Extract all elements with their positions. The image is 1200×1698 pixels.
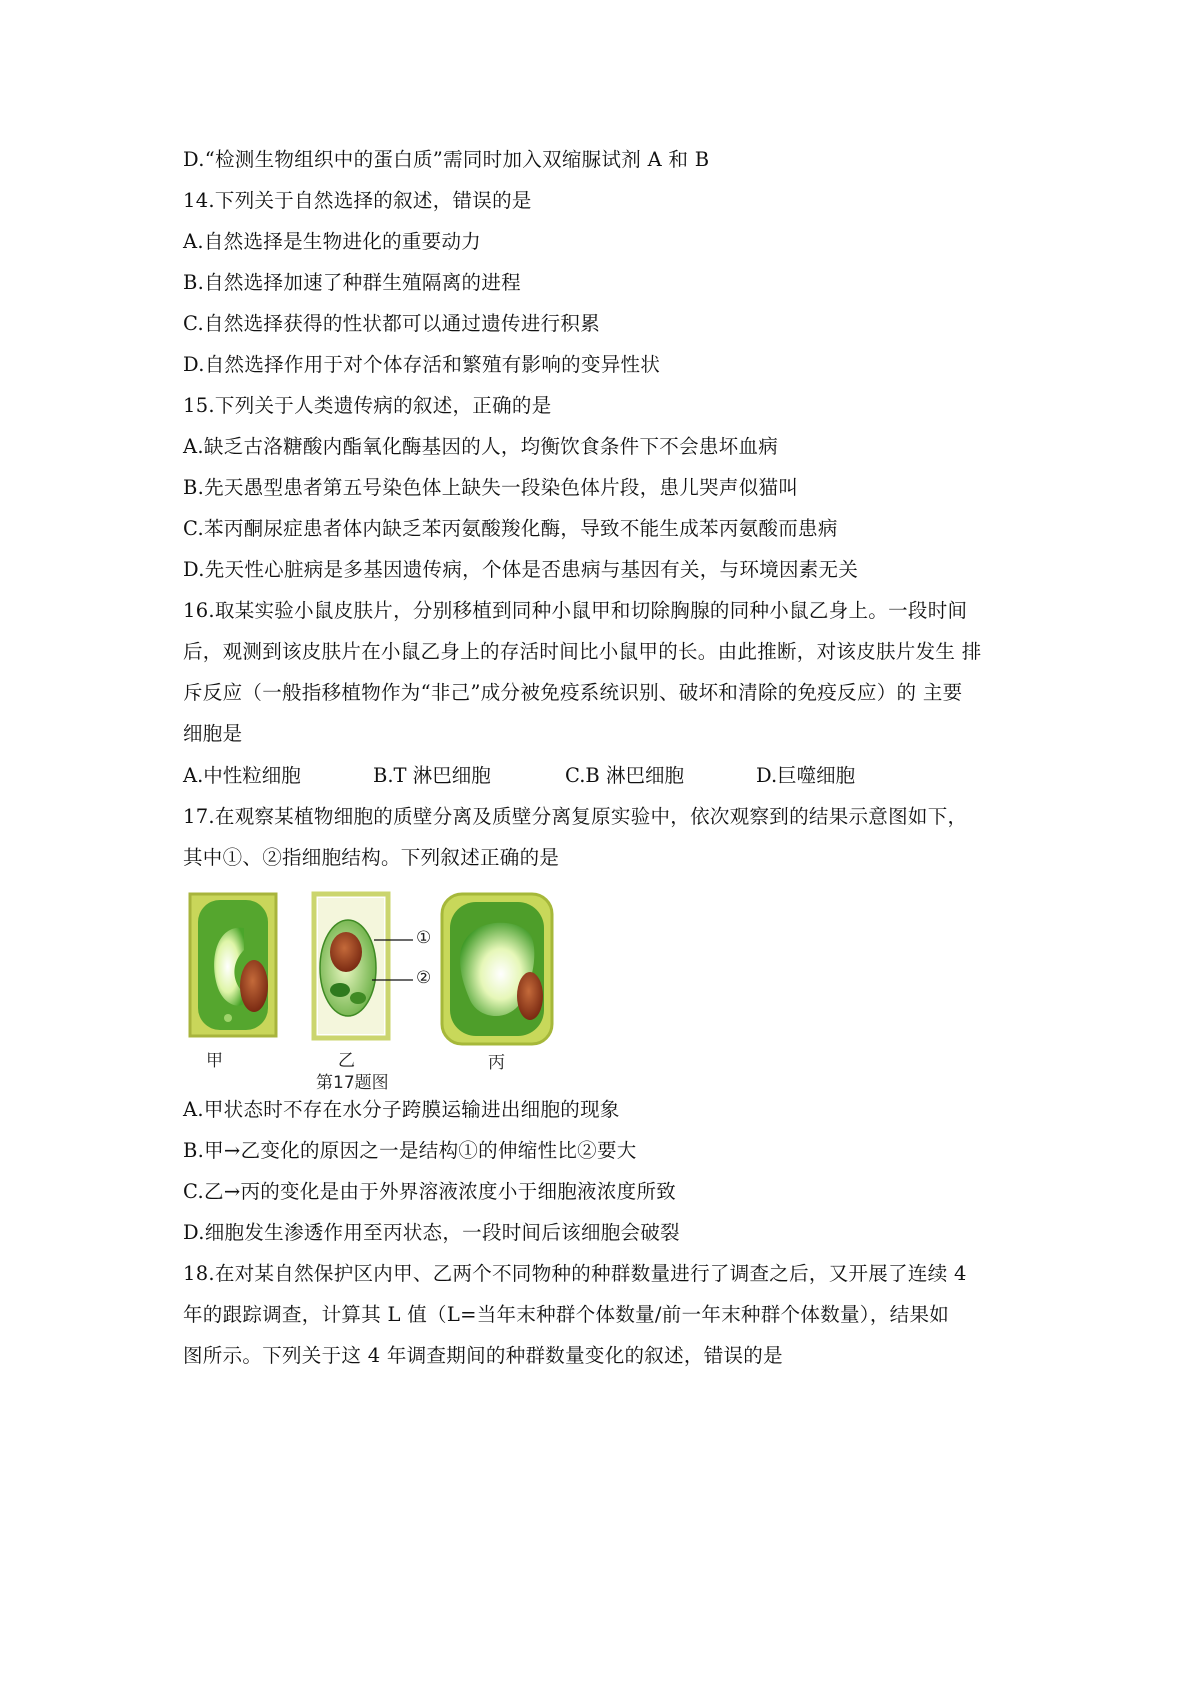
q17-stem-line-1: 17.在观察某植物细胞的质壁分离及质壁分离复原实验中，依次观察到的结果示意图如下， — [183, 805, 968, 828]
cell-yi — [314, 894, 388, 1038]
cell-jia — [190, 894, 276, 1036]
q16-stem-line-3: 斥反应（一般指移植物作为“非己”成分被免疫系统识别、破坏和清除的免疫反应）的 主要 — [183, 681, 963, 704]
cell-bing — [442, 894, 552, 1044]
figure-caption: 第17题图 — [316, 1073, 389, 1093]
q16-option-b: B.T 淋巴细胞 — [373, 764, 491, 787]
q18-stem-line-1: 18.在对某自然保护区内甲、乙两个不同物种的种群数量进行了调查之后，又开展了连续 4 — [183, 1262, 967, 1285]
q16-options — [183, 762, 983, 790]
figure-label-yi: 乙 — [338, 1051, 355, 1071]
q14-option-c: C.自然选择获得的性状都可以通过遗传进行积累 — [183, 312, 601, 335]
q15-stem: 15.下列关于人类遗传病的叙述，正确的是 — [183, 394, 552, 417]
figure-label-jia: 甲 — [206, 1051, 223, 1071]
q17-option-a: A.甲状态时不存在水分子跨膜运输进出细胞的现象 — [183, 1098, 620, 1121]
q14-option-a: A.自然选择是生物进化的重要动力 — [183, 230, 482, 253]
q16-option-c: C.B 淋巴细胞 — [565, 764, 684, 787]
q14-stem: 14.下列关于自然选择的叙述，错误的是 — [183, 189, 532, 212]
q16-option-a: A.中性粒细胞 — [183, 764, 301, 787]
plant-cell-illustration — [188, 888, 608, 1088]
q18-stem-line-3: 图所示。下列关于这 4 年调查期间的种群数量变化的叙述，错误的是 — [183, 1344, 783, 1367]
q15-option-c: C.苯丙酮尿症患者体内缺乏苯丙氨酸羧化酶，导致不能生成苯丙氨酸而患病 — [183, 517, 838, 540]
q16-stem-line-1: 16.取某实验小鼠皮肤片，分别移植到同种小鼠甲和切除胸腺的同种小鼠乙身上。一段时间 — [183, 599, 968, 622]
q17-stem-line-2: 其中①、②指细胞结构。下列叙述正确的是 — [183, 846, 560, 869]
q15-option-d: D.先天性心脏病是多基因遗传病，个体是否患病与基因有关，与环境因素无关 — [183, 558, 859, 581]
q15-option-a: A.缺乏古洛糖酸内酯氧化酶基因的人，均衡饮食条件下不会患坏血病 — [183, 435, 779, 458]
figure-label-bing: 丙 — [488, 1053, 505, 1073]
q13-option-d: D.“检测生物组织中的蛋白质”需同时加入双缩脲试剂 A 和 B — [183, 148, 710, 171]
q17-option-d: D.细胞发生渗透作用至丙状态，一段时间后该细胞会破裂 — [183, 1221, 680, 1244]
q17-option-c: C.乙→丙的变化是由于外界溶液浓度小于细胞液浓度所致 — [183, 1180, 677, 1203]
q17-option-b: B.甲→乙变化的原因之一是结构①的伸缩性比②要大 — [183, 1139, 637, 1162]
q16-stem-line-2: 后，观测到该皮肤片在小鼠乙身上的存活时间比小鼠甲的长。由此推断，对该皮肤片发生 排 — [183, 640, 982, 663]
marker-2: ② — [416, 968, 432, 988]
q18-stem-line-2: 年的跟踪调查，计算其 L 值（L=当年末种群个体数量/前一年末种群个体数量），结果如 — [183, 1303, 950, 1326]
q15-option-b: B.先天愚型患者第五号染色体上缺失一段染色体片段，患儿哭声似猫叫 — [183, 476, 799, 499]
q14-option-d: D.自然选择作用于对个体存活和繁殖有影响的变异性状 — [183, 353, 661, 376]
q16-option-d: D.巨噬细胞 — [756, 764, 856, 787]
q17-figure — [188, 888, 608, 1093]
q14-option-b: B.自然选择加速了种群生殖隔离的进程 — [183, 271, 521, 294]
q16-stem-line-4: 细胞是 — [183, 722, 243, 745]
marker-1: ① — [416, 928, 432, 948]
